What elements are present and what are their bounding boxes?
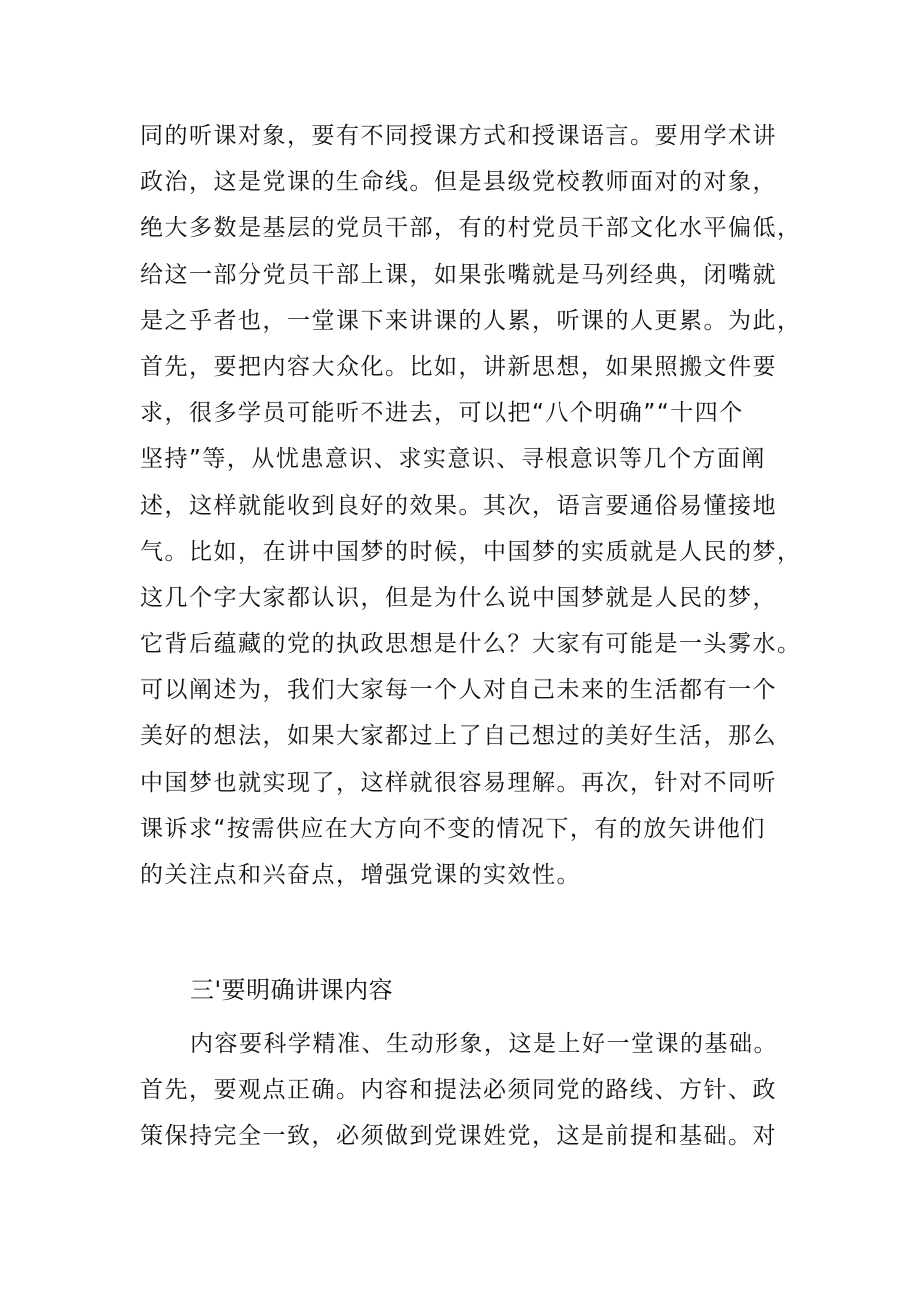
text-line: 这几个字大家都认识，但是为什么说中国梦就是人民的梦，	[140, 584, 777, 611]
section-heading: 三'要明确讲课内容	[190, 976, 394, 1004]
text-line: 政治，这是党课的生命线。但是县级党校教师面对的对象，	[140, 169, 777, 196]
text-line: 策保持完全一致，必须做到党课姓党，这是前提和基础。对	[140, 1123, 777, 1150]
body-paragraph-1	[140, 118, 840, 903]
text-line: 课诉求“按需供应在大方向不变的情况下，有的放矢讲他们	[140, 815, 766, 842]
text-line: 同的听课对象，要有不同授课方式和授课语言。要用学术讲	[140, 123, 777, 149]
text-line: 绝大多数是基层的党员干部，有的村党员干部文化水平偏低，	[140, 215, 802, 242]
text-line: 美好的想法，如果大家都过上了自己想过的美好生活，那么	[140, 723, 777, 750]
text-line: 给这一部分党员干部上课，如果张嘴就是马列经典，闭嘴就	[140, 261, 777, 288]
text-line: 首先，要把内容大众化。比如，讲新思想，如果照搬文件要	[140, 353, 777, 380]
text-line: 首先，要观点正确。内容和提法必须同党的路线、方针、政	[140, 1077, 777, 1104]
text-line: 是之乎者也，一堂课下来讲课的人累，听课的人更累。为此，	[140, 307, 802, 334]
body-paragraph-2	[140, 1026, 840, 1165]
text-line: 求，很多学员可能听不进去，可以把“八个明确”“十四个	[140, 400, 744, 427]
text-line: 它背后蕴藏的党的执政思想是什么？大家有可能是一头雾水。	[140, 631, 802, 658]
text-line: 可以阐述为，我们大家每一个人对自己未来的生活都有一个	[140, 677, 777, 704]
text-line: 气。比如，在讲中国梦的时候，中国梦的实质就是人民的梦，	[140, 538, 802, 565]
text-line: 述，这样就能收到良好的效果。其次，语言要通俗易懂接地	[140, 492, 777, 519]
text-line: 坚持”等，从忧患意识、求实意识、寻根意识等几个方面阐	[140, 446, 766, 473]
text-line: 中国梦也就实现了，这样就很容易理解。再次，针对不同听	[140, 769, 777, 796]
text-line: 的关注点和兴奋点，增强党课的实效性。	[140, 862, 581, 888]
text-line: 内容要科学精准、生动形象，这是上好一堂课的基础。	[190, 1031, 778, 1057]
